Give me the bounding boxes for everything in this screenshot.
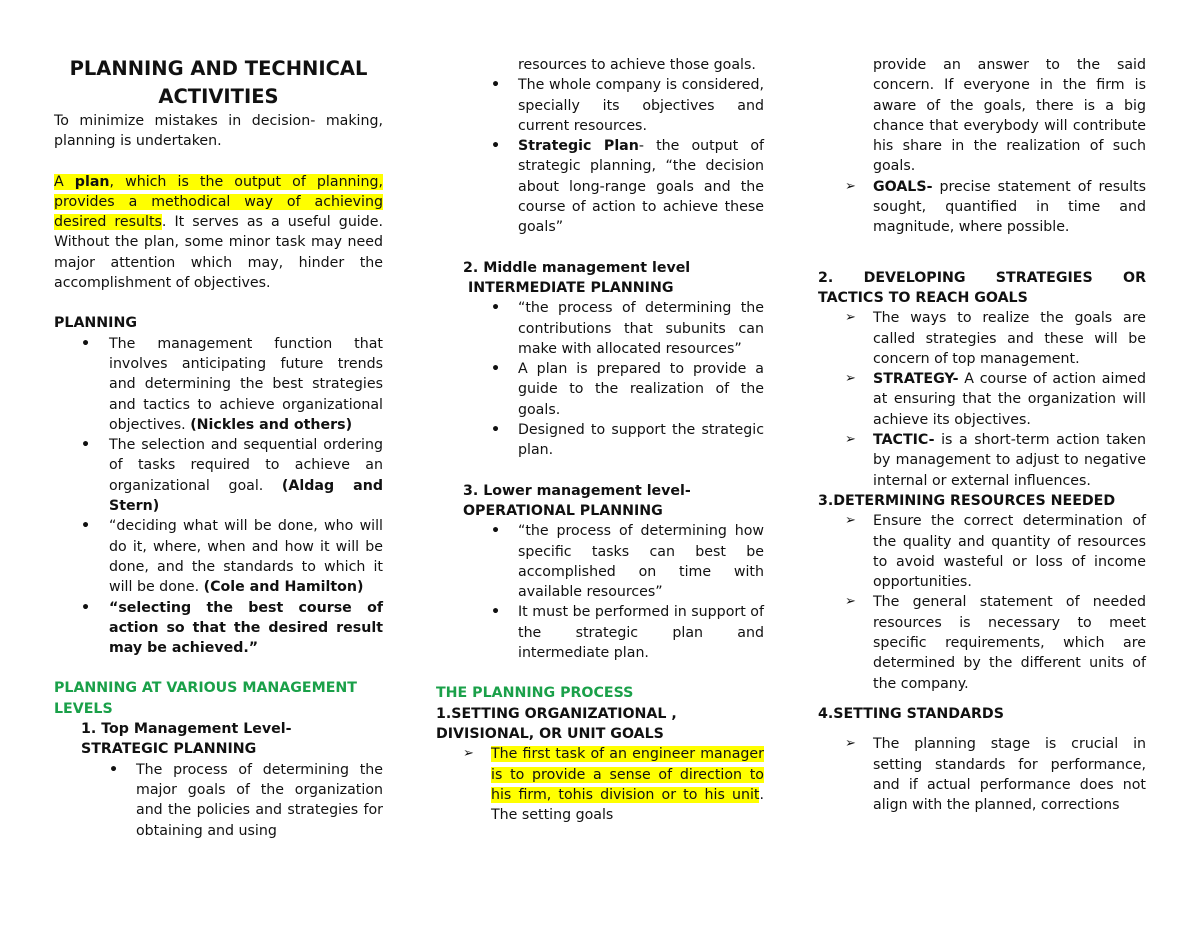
strategy-item — [818, 369, 1146, 430]
top-level-subheading: STRATEGIC PLANNING — [81, 741, 257, 758]
plan-highlight-text: , which is the output of planning, provides a methodical way of achieving desired results — [54, 173, 384, 231]
list-item: ➢ The general statement of needed resources is necessary to meet specific requirements, which are determined by the different units of the company. — [818, 592, 1146, 693]
definition-text: The management function that involves anticipating future trends and determining the best strategies and tactics to achieve organizational objectives. — [109, 335, 383, 433]
column-1 — [54, 55, 383, 841]
step1-rest-text: . The setting goals — [491, 786, 764, 824]
step1-highlight-text: The first task of an engineer manager is to provide a sense of direction to his firm, tohis division or to his unit — [491, 746, 764, 803]
planning-definitions-list — [54, 334, 383, 659]
top-level-heading: 1. Top Management Level- — [81, 721, 292, 738]
step2-heading-line1: 2. DEVELOPING STRATEGIES OR — [818, 269, 1146, 286]
list-item: ➢ The planning stage is crucial in setting standards for performance, and if actual performance does not align with the planned, corrections — [818, 734, 1146, 815]
continued-list — [818, 55, 1146, 238]
list-item: • A plan is prepared to provide a guide to the realization of the goals. — [436, 359, 764, 420]
strategy-label: STRATEGY- — [873, 371, 959, 388]
tactic-text: is a short-term action taken by management to adjust to negative internal or external influences. — [873, 432, 1146, 489]
lower-level-subheading: OPERATIONAL PLANNING — [463, 502, 663, 519]
step1-list — [436, 744, 764, 825]
list-item: • It must be performed in support of the strategic plan and intermediate plan. — [436, 602, 764, 663]
page-title: PLANNING AND TECHNICAL ACTIVITIES — [69, 57, 368, 108]
column-2 — [436, 55, 764, 825]
list-item — [436, 744, 764, 825]
step4-list — [818, 734, 1146, 815]
levels-heading: PLANNING AT VARIOUS MANAGEMENT LEVELS — [54, 680, 357, 717]
column-3 — [818, 55, 1146, 815]
strategic-plan-label: Strategic Plan — [518, 138, 639, 155]
definition-source: (Nickles and others) — [190, 416, 353, 433]
top-level-list — [54, 760, 383, 841]
goals-label: GOALS- — [873, 178, 933, 195]
plan-paragraph — [54, 172, 383, 294]
plan-highlight-a: A — [54, 173, 75, 190]
intro-paragraph: To minimize mistakes in decision- making, planning is undertaken. — [54, 113, 383, 150]
list-item: • “the process of determining the contributions that subunits can make with allocated resources” — [436, 298, 764, 359]
continued-text: resources to achieve those goals. — [518, 57, 756, 73]
strategic-plan-item — [436, 136, 764, 237]
continued-text: provide an answer to the said concern. If everyone in the firm is aware of the goals, there is a big chance that everybody will contribute his share in the realization of such goals. — [873, 57, 1146, 175]
strategy-text: A course of action aimed at ensuring that the organization will achieve its objectives. — [873, 371, 1146, 428]
step1-heading-line2: DIVISIONAL, OR UNIT GOALS — [436, 725, 664, 742]
plan-rest-text: . It serves as a useful guide. Without the plan, some minor task may need major attention which may, hinder the accomplishment of objectives. — [54, 214, 383, 292]
list-item: • Designed to support the strategic plan. — [436, 420, 764, 461]
step2-heading-line2: TACTICS TO REACH GOALS — [818, 289, 1028, 306]
definition-source: (Aldag and Stern) — [109, 477, 384, 515]
definition-text: The selection and sequential ordering of tasks required to achieve an organizational goal. — [109, 437, 383, 494]
middle-level-heading: 2. Middle management level — [463, 259, 691, 276]
definition-item — [54, 516, 383, 597]
step1-heading-line1: 1.SETTING ORGANIZATIONAL , — [436, 705, 677, 722]
list-item: ➢ Ensure the correct determination of the quality and quantity of resources to avoid wasteful or loss of income opportunities. — [818, 511, 1146, 592]
definition-item-bold: • “selecting the best course of action so that the desired result may be achieved.” — [54, 598, 383, 659]
lower-level-heading: 3. Lower management level- — [463, 482, 691, 499]
tactic-item — [818, 430, 1146, 491]
step4-heading: 4.SETTING STANDARDS — [818, 705, 1004, 722]
continued-list — [436, 55, 764, 238]
list-item: • “the process of determining how specific tasks can best be accomplished on time with available resources” — [436, 521, 764, 602]
definition-item — [54, 334, 383, 435]
process-heading: THE PLANNING PROCESS — [436, 685, 634, 702]
step3-heading: 3.DETERMINING RESOURCES NEEDED — [818, 492, 1116, 509]
plan-term: plan — [74, 173, 110, 190]
planning-heading: PLANNING — [54, 315, 137, 332]
list-item: ➢ The ways to realize the goals are called strategies and these will be concern of top management. — [818, 308, 1146, 369]
definition-source: (Cole and Hamilton) — [203, 579, 364, 596]
tactic-label: TACTIC- — [873, 432, 935, 449]
list-item: • The whole company is considered, specially its objectives and current resources. — [436, 75, 764, 136]
list-item: • The process of determining the major goals of the organization and the policies and strategies for obtaining and using — [54, 760, 383, 841]
goals-item — [818, 177, 1146, 238]
strategic-plan-text: - the output of strategic planning, “the decision about long-range goals and the course of action to achieve these goals” — [518, 138, 764, 236]
goals-text: precise statement of results sought, quantified in time and magnitude, where possible. — [873, 178, 1146, 236]
step2-list — [818, 308, 1146, 491]
middle-level-list — [436, 298, 764, 460]
definition-text: “deciding what will be done, who will do it, where, when and how it will be done, and the standards to which it will be done. — [109, 518, 383, 596]
middle-level-subheading: INTERMEDIATE PLANNING — [468, 279, 674, 296]
lower-level-list — [436, 521, 764, 663]
definition-item — [54, 435, 383, 516]
step3-list — [818, 511, 1146, 694]
